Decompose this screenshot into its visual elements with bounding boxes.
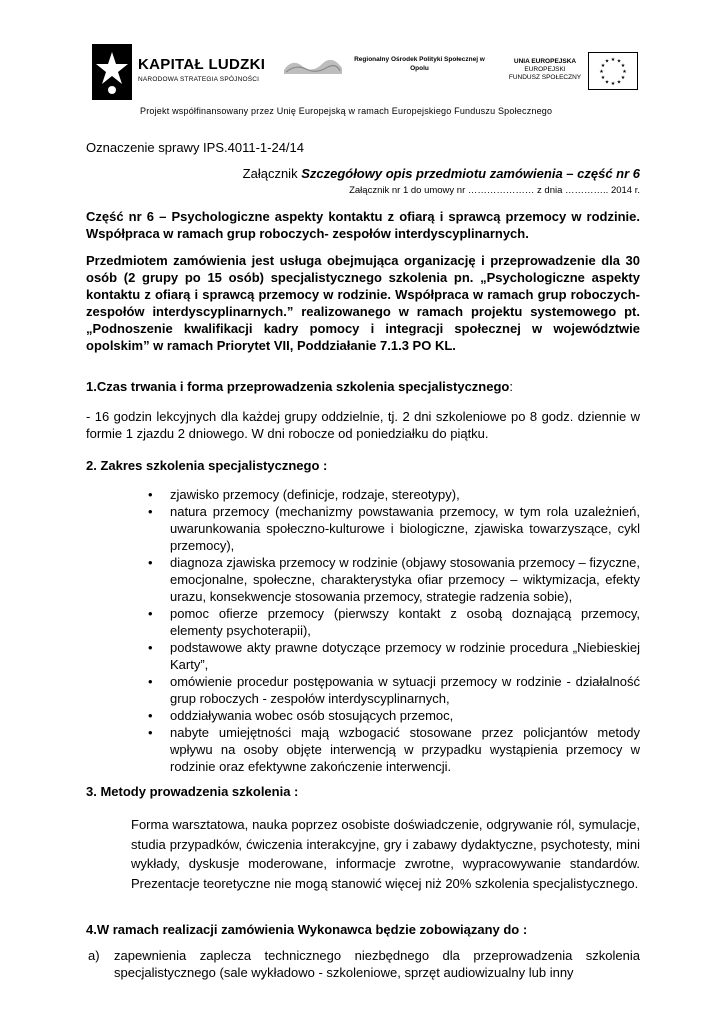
eu-line-1: UNIA EUROPEJSKA — [513, 58, 577, 65]
kl-title: KAPITAŁ LUDZKI — [138, 56, 266, 73]
eu-text — [508, 58, 582, 82]
list-item: • podstawowe akty prawne dotyczące przemocy w rodzinie procedura „Niebieskiej Karty”, — [148, 640, 640, 672]
scope-list — [86, 486, 640, 775]
list-item: • natura przemocy (mechanizmy powstawania przemocy, w tym rola uzależnień, uwarunkowania społeczno-kulturowe i biologiczne, zjawiska towarzyszące, cykl przemocy), — [148, 504, 640, 553]
case-number: Oznaczenie sprawy IPS.4011-1-24/14 — [86, 140, 304, 155]
svg-text:★: ★ — [622, 69, 627, 75]
bullet-icon: • — [148, 504, 153, 519]
svg-text:★: ★ — [604, 79, 610, 86]
letterhead — [0, 0, 725, 125]
kl-subtitle: NARODOWA STRATEGIA SPÓJNOŚCI — [138, 76, 260, 83]
cofinancing-note: Projekt współfinansowany przez Unię Europejską w ramach Europejskiego Funduszu Społecznego — [140, 106, 553, 116]
part-title: Część nr 6 – Psychologiczne aspekty kontaktu z ofiarą i sprawcą przemocy w rodzinie. Współpraca w ramach grup roboczych- zespołów interdyscyplinarnych. — [86, 209, 640, 241]
section-1-heading — [86, 378, 640, 395]
bullet-icon: • — [148, 725, 153, 740]
section-4-heading: 4.W ramach realizacji zamówienia Wykonawca będzie zobowiązany do : — [86, 922, 528, 937]
eu-line-2: EUROPEJSKI — [524, 66, 566, 73]
annex-subline: Załącznik nr 1 do umowy nr ………………… z dnia ………….. 2014 r. — [349, 185, 640, 196]
svg-text:★: ★ — [599, 69, 604, 75]
rops-mark-icon — [282, 56, 344, 76]
svg-text:★: ★ — [610, 81, 616, 87]
section-1-colon: : — [509, 379, 513, 394]
eu-logo — [508, 52, 640, 92]
annex-title: Szczegółowy opis przedmiotu zamówienia – część nr 6 — [301, 166, 640, 181]
list-item: • oddziaływania wobec osób stosujących przemoc, — [148, 708, 454, 723]
rops-text: Regionalny Ośrodek Polityki Społecznej w Opolu — [354, 56, 485, 72]
list-item: • omówienie procedur postępowania w sytuacji przemocy w rodzinie - działalność grup roboczych - zespołów interdyscyplinarnych, — [148, 674, 640, 706]
svg-text:★: ★ — [610, 57, 616, 63]
star-figure-icon — [92, 44, 132, 100]
bullet-icon: • — [148, 674, 153, 689]
item-letter: a) — [88, 948, 100, 963]
svg-text:★: ★ — [600, 75, 606, 81]
rops-logo — [282, 52, 492, 82]
eu-flag-icon — [588, 52, 638, 90]
section-2-heading: 2. Zakres szkolenia specjalistycznego : — [86, 458, 328, 473]
svg-text:★: ★ — [604, 58, 610, 65]
bullet-icon: • — [148, 487, 153, 502]
section-1-title: 1.Czas trwania i forma przeprowadzenia szkolenia specjalistycznego — [86, 379, 510, 394]
section-1-text: - 16 godzin lekcyjnych dla każdej grupy oddzielnie, tj. 2 dni szkoleniowe po 8 godz. dziennie w formie 1 zjazdu 2 dniowego. W dni robocze od poniedziałku do piątku. — [86, 409, 640, 441]
annex-prefix: Załącznik — [242, 166, 302, 181]
bullet-icon: • — [148, 708, 153, 723]
svg-text:★: ★ — [616, 58, 622, 65]
list-item: • zjawisko przemocy (definicje, rodzaje, stereotypy), — [148, 487, 460, 502]
eu-line-3: FUNDUSZ SPOŁECZNY — [508, 74, 582, 81]
kapital-ludzki-logo — [92, 44, 272, 100]
section-4-item-a — [88, 947, 640, 981]
subject-paragraph: Przedmiotem zamówienia jest usługa obejmująca organizację i przeprowadzenie dla 30 osób (2 grupy po 15 osób) specjalistycznego szkolenia pn. „Psychologiczne aspekty kontaktu z ofiarą i sprawcą przemocy w rodzinie. Współpraca w ramach grup roboczych- zespołów interdyscyplinarnych.” realizowanego w ramach projektu systemowego pt. „Podnoszenie kwalifikacji kadry pomocy i integracji społecznej w województwie opolskim” w ramach Priorytet VII, Poddziałanie 7.1.3 PO KL. — [86, 253, 640, 353]
svg-text:★: ★ — [620, 75, 626, 81]
annex-heading — [86, 165, 640, 182]
item-a-text: zapewnienia zaplecza technicznego niezbędnego dla przeprowadzenia szkolenia specjalistycznego (sale wykładowo - szkoleniowe, sprzęt audiowizualny lub inny — [114, 948, 640, 980]
list-item: • nabyte umiejętności mają wzbogacić stosowane przez policjantów metody wpływu na osoby objęte interwencją w przypadku wystąpienia przemocy w rodzinie oraz efektywne zakończenie interwencji. — [148, 725, 640, 774]
list-item: • pomoc ofierze przemocy (pierwszy kontakt z osobą doznającą przemocy, elementy psychoterapii), — [148, 606, 640, 638]
list-item: • diagnoza zjawiska przemocy w rodzinie (objawy stosowania przemocy – fizyczne, emocjonalne, społeczne, charakterystyka ofiar przemocy – wiktymizacja, efekty urazu, konsekwencje stosowania przemocy, strategie radzenia sobie), — [148, 555, 640, 604]
bullet-icon: • — [148, 606, 153, 621]
svg-text:★: ★ — [616, 79, 622, 86]
section-3-text: Forma warsztatowa, nauka poprzez osobiste doświadczenie, odgrywanie ról, symulacje, studia przypadków, ćwiczenia interakcyjne, gry i zabawy dydaktyczne, psychotesty, mini wykłady, dyskusje moderowane, informacje zwrotne, wypracowywanie standardów. Prezentacje teoretyczne nie mogą stanowić więcej niż 20% szkolenia specjalistycznego. — [131, 817, 640, 891]
svg-text:★: ★ — [620, 63, 626, 69]
section-3-heading: 3. Metody prowadzenia szkolenia : — [86, 784, 299, 799]
bullet-icon: • — [148, 555, 153, 570]
bullet-icon: • — [148, 640, 153, 655]
svg-text:★: ★ — [600, 63, 606, 69]
